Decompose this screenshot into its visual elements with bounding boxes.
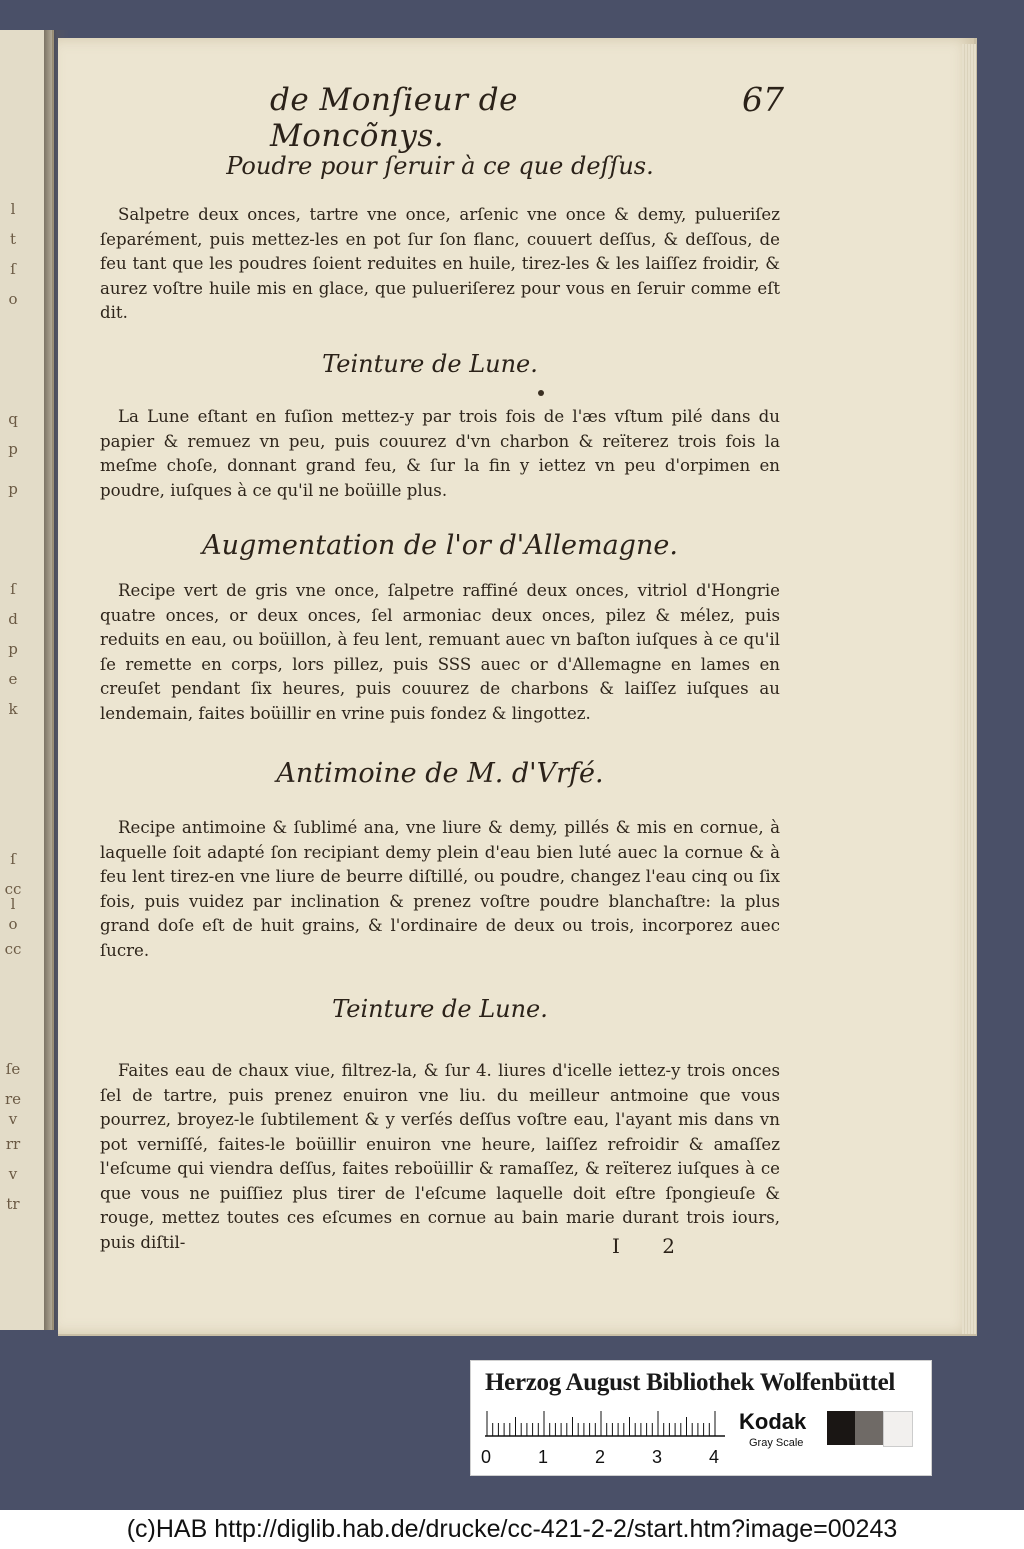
ruler-digit: 0: [481, 1447, 492, 1467]
ruler-digit: 1: [538, 1447, 549, 1467]
facing-page-fragment: q: [8, 410, 18, 428]
facing-page-fragment: ſ: [10, 260, 16, 278]
ink-speck: [538, 390, 544, 396]
section-text: Recipe antimoine & ſublimé ana, vne liure & demy, pillés & mis en cornue, à laquelle ſoit adapté ſon recipiant demy plein d'eau bien luté auec la cornue & à feu lent tirez-en vne liure de beurre diſtillé, ou poudre, changez l'eau cinq ou ſix fois, puis vuidez par inclination & prenez voſtre poudre blanchaſtre: la plus grand doſe eſt de huit grains, & l'ordinaire de deux ou trois, incorporez auec ſucre.: [100, 818, 780, 960]
gray-patch-light: [883, 1411, 913, 1447]
page-number: 67: [742, 80, 784, 119]
ruler: [485, 1407, 725, 1437]
facing-page-fragment: o: [8, 915, 18, 933]
facing-page-fragment: o: [8, 290, 18, 308]
color-target: [470, 1360, 932, 1476]
facing-page-fragment: k: [8, 700, 18, 718]
facing-page-fragment: rr: [5, 1135, 21, 1153]
section-title: Poudre pour ſeruir à ce que deſſus.: [226, 152, 654, 180]
facing-page-fragment: v: [8, 1165, 18, 1183]
facing-page-fragment: l: [10, 200, 16, 218]
facing-page-fragment: tr: [6, 1195, 20, 1213]
section-text: Faites eau de chaux viue, filtrez-la, & ſur 4. liures d'icelle iettez-y trois onces ſel de tartre, puis prenez enuiron vne liu. du meilleur antmoine que vous pourrez, broyez-le ſubtilement & y verſés deſſus voſtre eau, l'ayant mis dans vn pot verniſſé, faites-le boüillir enuiron vne heure, laiſſez refroidir & amaſſez l'eſcume qui viendra deſſus, faites reboüillir & ramaſſez, & reïterez iuſques à ce que vous ne puiſſiez plus tirer de l'eſcume laquelle doit eſtre ſpongieuſe & rouge, mettez toutes ces eſcumes en cornue au bain marie durant trois iours, puis diſtil-: [100, 1061, 780, 1252]
facing-page-fragment: t: [9, 230, 17, 248]
page-fore-edge: [962, 44, 976, 1334]
gray-patch-mid: [855, 1411, 883, 1445]
section-text: La Lune eſtant en fuſion mettez-y par trois fois de l'æs vſtum pilé dans du papier & remuez vn peu, puis couurez d'vn charbon & reïterez trois fois la meſme choſe, donnant grand feu, & ſur la fin y iettez vn peu d'orpimen en poudre, iuſques à ce qu'il ne boüille plus.: [100, 407, 780, 500]
facing-page-fragment: e: [8, 670, 18, 688]
section-text: Salpetre deux onces, tartre vne once, arſenic vne once & demy, pulueriſez ſeparément, puis mettez-les en pot ſur ſon flanc, couuert deſſus, & deſſous, de feu tant que les poudres ſoient reduites en huile, tirez-les & les laiſſez froidir, & aurez voſtre huile mis en glace, que pulueriſerez pour vous en ſeruir comme eſt dit.: [100, 205, 780, 322]
section-title: Antimoine de M. d'Vrfé.: [276, 758, 604, 789]
gray-patch-dark: [827, 1411, 855, 1445]
facing-page-fragment: p: [8, 640, 18, 658]
facing-page-fragment: cc: [4, 880, 22, 898]
facing-page-fragment: p: [8, 440, 18, 458]
facing-page-fragment: p: [8, 480, 18, 498]
facing-page-fragment: re: [4, 1090, 22, 1108]
facing-page-fragment: d: [8, 610, 18, 628]
gray-scale-label: Gray Scale: [749, 1437, 804, 1449]
facing-page-fragment: l: [10, 895, 16, 913]
ruler-digit: 3: [652, 1447, 663, 1467]
section-title: Teinture de Lune.: [332, 995, 548, 1023]
facing-page-fragment: ſ: [10, 850, 16, 868]
section-title: Teinture de Lune.: [322, 350, 538, 378]
copyright-url: (c)HAB http://diglib.hab.de/drucke/cc-421-2-2/start.htm?image=00243: [0, 1510, 1024, 1549]
target-title: Herzog August Bibliothek Wolfenbüttel: [485, 1369, 896, 1396]
facing-page-fragment: ſe: [5, 1060, 21, 1078]
signature-mark: I 2: [612, 1234, 693, 1258]
running-head: de Monſieur de Moncõnys.: [270, 82, 518, 154]
facing-page-fragment: cc: [4, 940, 22, 958]
section-title: Augmentation de l'or d'Allemagne.: [202, 530, 678, 561]
ruler-digit: 4: [709, 1447, 720, 1467]
ruler-digit: 2: [595, 1447, 606, 1467]
facing-page-fragment: ſ: [10, 580, 16, 598]
section-text: Recipe vert de gris vne once, ſalpetre raffiné deux onces, vitriol d'Hongrie quatre onces, or deux onces, ſel armoniac deux onces, pilez & mélez, puis reduits en eau, ou boüillon, à feu lent, remuant auec vn baſton iuſques à ce qu'il ſe remette en corps, lors pillez, puis SSS auec or d'Allemagne en lames en creuſet pendant ſix heures, puis couurez de charbons & laiſſez iuſques au lendemain, faites boüillir en vrine puis fondez & lingottez.: [100, 581, 780, 723]
facing-page-fragment: v: [8, 1110, 18, 1128]
kodak-logo: Kodak: [739, 1409, 807, 1434]
